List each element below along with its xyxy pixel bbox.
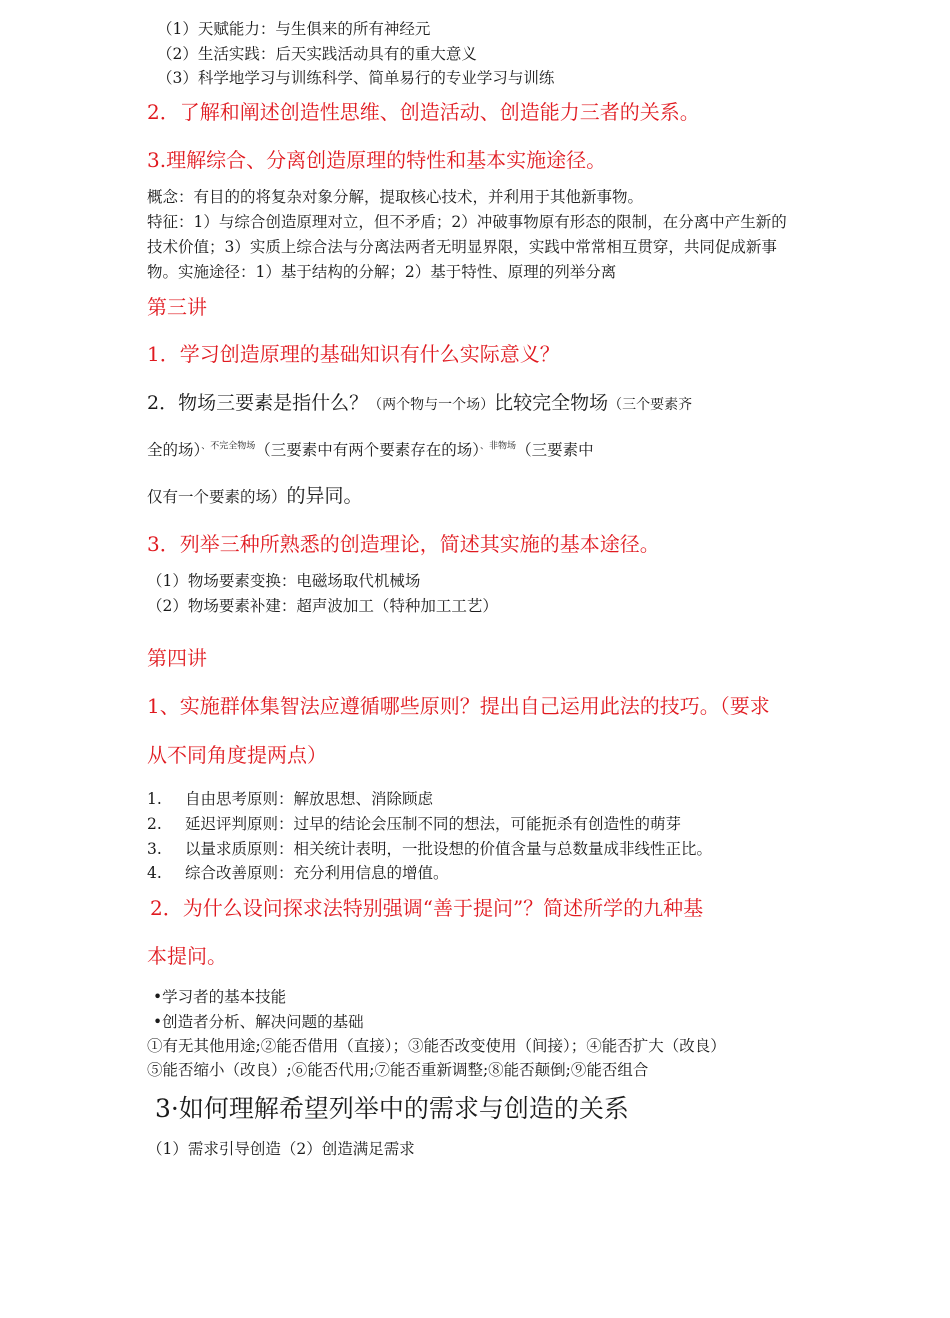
list-item: 延迟评判原则：过早的结论会压制不同的想法，可能扼杀有创造性的萌芽 — [185, 815, 682, 833]
bullet-item: •创造者分析、解决问题的基础 — [153, 1013, 364, 1031]
list-number: 3. — [147, 840, 162, 858]
answer-line: ①有无其他用途;②能否借用（直接）；③能否改变使用（间接）；④能否扩大（改良） — [147, 1037, 726, 1055]
answer-line-3: （3）科学地学习与训练科学、简单易行的专业学习与训练 — [157, 69, 555, 87]
question-heading-large: 3·如何理解希望列举中的需求与创造的关系 — [155, 1094, 629, 1123]
answer-line: （1）需求引导创造（2）创造满足需求 — [147, 1140, 415, 1158]
answer-line: ⑤能否缩小（改良）;⑥能否代用;⑦能否重新调整;⑧能否颠倒;⑨能否组合 — [147, 1061, 649, 1079]
list-item: 自由思考原则：解放思想、消除顾虑 — [185, 790, 434, 808]
question-heading: 1．学习创造原理的基础知识有什么实际意义？ — [147, 342, 560, 366]
question-text: 仅有一个要素的场） — [147, 488, 287, 506]
bullet-item: •学习者的基本技能 — [153, 988, 287, 1006]
question-heading: 2．了解和阐述创造性思维、创造活动、创造能力三者的关系。 — [147, 100, 700, 124]
list-number: 1. — [147, 790, 162, 808]
list-number: 2. — [147, 815, 162, 833]
question-text: （三要素中 — [516, 441, 594, 459]
question-heading: 1、实施群体集智法应遵循哪些原则？提出自己运用此法的技巧。（要求 — [147, 694, 770, 718]
question-heading: 从不同角度提两点） — [147, 743, 327, 767]
question-heading: 本提问。 — [147, 944, 227, 968]
question-text: 全的场） — [147, 441, 202, 459]
question-text: 、不完全物场 — [201, 441, 256, 452]
question-text: 比较完全物场 — [494, 392, 609, 414]
paragraph-line: 物。实施途径：1）基于结构的分解；2）基于特性、原理的列举分离 — [147, 263, 617, 281]
question-line — [147, 440, 594, 460]
question-text: 的异同。 — [286, 485, 363, 507]
paragraph-line: 特征：1）与综合创造原理对立，但不矛盾；2）冲破事物原有形态的限制，在分离中产生新的 — [147, 213, 787, 231]
paragraph-line: 概念：有目的的将复杂对象分解，提取核心技术，并利用于其他新事物。 — [147, 188, 644, 206]
list-number: 4. — [147, 864, 162, 882]
question-text: （两个物与一个场） — [368, 397, 495, 413]
section-title: 第三讲 — [147, 295, 207, 319]
paragraph-line: 技术价值；3）实质上综合法与分离法两者无明显界限，实践中常常相互贯穿，共同促成新事 — [147, 238, 777, 256]
question-text: 2．物场三要素是指什么？ — [147, 392, 369, 414]
answer-line-1: （1）天赋能力：与生俱来的所有神经元 — [157, 20, 431, 38]
answer-line-2: （2）生活实践：后天实践活动具有的重大意义 — [157, 45, 477, 63]
list-item: 以量求质原则：相关统计表明，一批设想的价值含量与总数量成非线性正比。 — [185, 840, 713, 858]
question-heading: 3.理解综合、分离创造原理的特性和基本实施途径。 — [147, 148, 607, 172]
question-line — [147, 392, 692, 415]
answer-line: （2）物场要素补建：超声波加工（特种加工工艺） — [147, 597, 498, 615]
question-text: 、非物场 — [480, 441, 517, 452]
question-text: （三要素中有两个要素存在的场） — [255, 441, 481, 459]
answer-line: （1）物场要素变换：电磁场取代机械场 — [147, 572, 421, 590]
question-text: （三个要素齐 — [608, 397, 693, 413]
question-line — [147, 485, 363, 508]
list-item: 综合改善原则：充分利用信息的增值。 — [185, 864, 449, 882]
section-title: 第四讲 — [147, 646, 207, 670]
question-heading: 3．列举三种所熟悉的创造理论，简述其实施的基本途径。 — [147, 532, 660, 556]
question-heading: 2．为什么设问探求法特别强调“善于提问”？简述所学的九种基 — [150, 896, 704, 920]
